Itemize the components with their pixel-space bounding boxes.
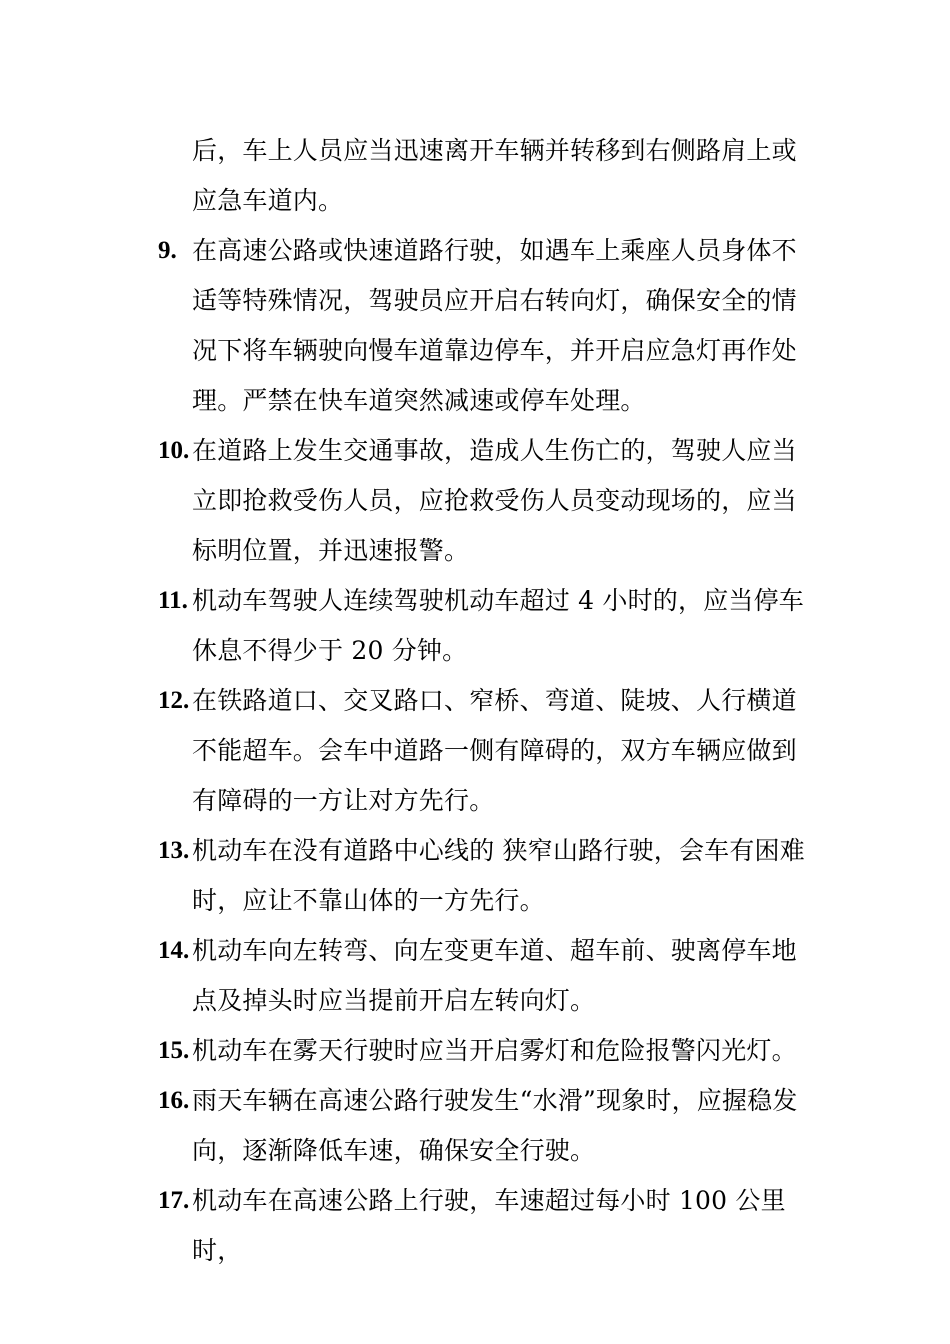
- item-number: 15.: [158, 1037, 190, 1064]
- item-number: 10.: [158, 437, 190, 464]
- list-item-17: [158, 1176, 818, 1276]
- list-item-11: [158, 576, 818, 676]
- list-item-9: [158, 226, 818, 426]
- item-number: 13.: [158, 837, 190, 864]
- item-number: 11.: [158, 587, 188, 614]
- list-item-16: [158, 1076, 818, 1176]
- item-text: 机动车在高速公路上行驶，车速超过每小时 100 公里时，: [192, 1186, 786, 1265]
- item-text: 机动车在没有道路中心线的 狭窄山路行驶，会车有困难时，应让不靠山体的一方先行。: [192, 836, 805, 915]
- item-number: 14.: [158, 937, 190, 964]
- list-item-10: [158, 426, 818, 576]
- item-number: 16.: [158, 1087, 190, 1114]
- item-number: 17.: [158, 1187, 190, 1214]
- list-item-15: [158, 1026, 818, 1076]
- item-text: 在铁路道口、交叉路口、窄桥、弯道、陡坡、人行横道不能超车。会车中道路一侧有障碍的，双方车辆应做到有障碍的一方让对方先行。: [192, 686, 797, 815]
- item-text: 在道路上发生交通事故，造成人生伤亡的，驾驶人应当立即抢救受伤人员，应抢救受伤人员变动现场的，应当标明位置，并迅速报警。: [192, 436, 797, 565]
- list-item-14: [158, 926, 818, 1026]
- item-text: 机动车向左转弯、向左变更车道、超车前、驶离停车地点及掉头时应当提前开启左转向灯。: [192, 936, 797, 1015]
- continuation-paragraph: [158, 126, 818, 226]
- item-number: 12.: [158, 687, 190, 714]
- item-text: 机动车在雾天行驶时应当开启雾灯和危险报警闪光灯。: [192, 1036, 797, 1065]
- item-text: 雨天车辆在高速公路行驶发生“水滑”现象时，应握稳发向，逐渐降低车速，确保安全行驶。: [192, 1086, 798, 1165]
- item-number: 9.: [158, 237, 177, 264]
- item-text: 在高速公路或快速道路行驶，如遇车上乘座人员身体不适等特殊情况，驾驶员应开启右转向灯，确保安全的情况下将车辆驶向慢车道靠边停车，并开启应急灯再作处理。严禁在快车道突然减速或停车处理。: [192, 236, 797, 415]
- list-item-13: [158, 826, 818, 926]
- item-text: 机动车驾驶人连续驾驶机动车超过 4 小时的，应当停车休息不得少于 20 分钟。: [192, 586, 805, 665]
- paragraph-text: 后，车上人员应当迅速离开车辆并转移到右侧路肩上或应急车道内。: [192, 136, 797, 215]
- list-item-12: [158, 676, 818, 826]
